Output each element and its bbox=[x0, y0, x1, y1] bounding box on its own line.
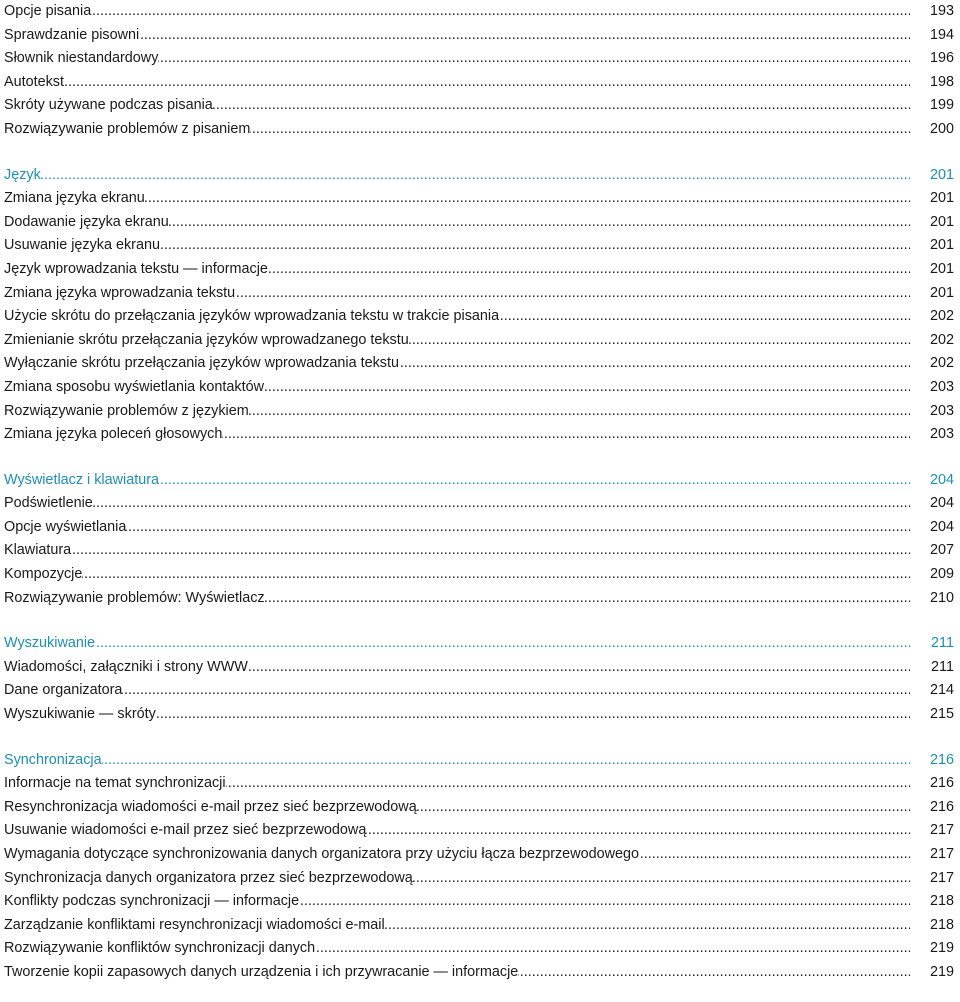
page-number: 216 bbox=[918, 796, 954, 820]
toc-entry-link[interactable] bbox=[4, 234, 954, 258]
toc-entry-title: Tworzenie kopii zapasowych danych urządzenia i ich przywracanie — informacje bbox=[4, 963, 519, 980]
page-number: 211 bbox=[918, 656, 954, 680]
page-number: 202 bbox=[918, 305, 954, 329]
toc-entry-link[interactable] bbox=[4, 703, 954, 727]
toc-entry-link[interactable] bbox=[4, 539, 954, 563]
page-number: 218 bbox=[918, 890, 954, 914]
page-number: 204 bbox=[918, 516, 954, 540]
toc-entry-link[interactable] bbox=[4, 819, 954, 843]
toc-entry-title: Kompozycje bbox=[4, 566, 83, 583]
dot-leader bbox=[4, 749, 910, 773]
toc-chapter-title: Wyszukiwanie bbox=[4, 635, 96, 652]
toc-entry-link[interactable] bbox=[4, 563, 954, 587]
toc-chapter-link[interactable] bbox=[4, 749, 954, 773]
toc-entry-title: Usuwanie wiadomości e-mail przez sieć bezprzewodową bbox=[4, 822, 367, 839]
toc-entry-link[interactable] bbox=[4, 587, 954, 611]
toc-chapter-title: Wyświetlacz i klawiatura bbox=[4, 471, 160, 488]
toc-entry-link[interactable] bbox=[4, 914, 954, 938]
toc-entry-link[interactable] bbox=[4, 47, 954, 71]
dot-leader bbox=[4, 539, 910, 563]
page-number: 203 bbox=[918, 423, 954, 447]
toc-entry-title: Resynchronizacja wiadomości e-mail przez sieć bezprzewodową bbox=[4, 798, 417, 815]
page-number: 196 bbox=[918, 47, 954, 71]
page-number: 217 bbox=[918, 867, 954, 891]
toc-entry-title: Rozwiązywanie problemów z językiem bbox=[4, 402, 249, 419]
page-number: 202 bbox=[918, 352, 954, 376]
toc-entry-title: Usuwanie języka ekranu bbox=[4, 237, 160, 254]
toc-entry-title: Podświetlenie bbox=[4, 495, 93, 512]
toc-entry-link[interactable] bbox=[4, 516, 954, 540]
toc-entry-link[interactable] bbox=[4, 94, 954, 118]
page-number: 217 bbox=[918, 843, 954, 867]
toc-chapter-link[interactable] bbox=[4, 469, 954, 493]
toc-entry-title: Rozwiązywanie problemów: Wyświetlacz bbox=[4, 589, 265, 606]
toc-entry-link[interactable] bbox=[4, 376, 954, 400]
page-number: 219 bbox=[918, 937, 954, 961]
toc-entry-link[interactable] bbox=[4, 211, 954, 235]
page-number: 219 bbox=[918, 961, 954, 985]
toc-entry-link[interactable] bbox=[4, 772, 954, 796]
toc-entry-link[interactable] bbox=[4, 423, 954, 447]
table-of-contents bbox=[4, 0, 954, 985]
toc-entry-link[interactable] bbox=[4, 71, 954, 95]
toc-entry-link[interactable] bbox=[4, 961, 954, 985]
toc-chapter-link[interactable] bbox=[4, 164, 954, 188]
dot-leader bbox=[4, 679, 910, 703]
dot-leader bbox=[4, 0, 910, 24]
dot-leader bbox=[4, 632, 910, 656]
toc-entry-title: Autotekst bbox=[4, 73, 64, 90]
toc-entry-title: Zmienianie skrótu przełączania języków wprowadzanego tekstu bbox=[4, 331, 409, 348]
toc-entry-title: Rozwiązywanie problemów z pisaniem bbox=[4, 120, 251, 137]
page-number: 201 bbox=[918, 211, 954, 235]
toc-entry-title: Konflikty podczas synchronizacji — informacje bbox=[4, 893, 300, 910]
page-number: 203 bbox=[918, 376, 954, 400]
toc-section bbox=[4, 164, 954, 447]
toc-entry-link[interactable] bbox=[4, 656, 954, 680]
page-number: 200 bbox=[918, 118, 954, 142]
toc-section bbox=[4, 632, 954, 726]
toc-entry-link[interactable] bbox=[4, 867, 954, 891]
toc-entry-link[interactable] bbox=[4, 796, 954, 820]
page-number: 201 bbox=[918, 258, 954, 282]
toc-entry-link[interactable] bbox=[4, 187, 954, 211]
dot-leader bbox=[4, 164, 910, 188]
page-number: 216 bbox=[918, 772, 954, 796]
toc-section bbox=[4, 469, 954, 611]
toc-entry-link[interactable] bbox=[4, 679, 954, 703]
toc-chapter-title: Synchronizacja bbox=[4, 751, 102, 768]
dot-leader bbox=[4, 516, 910, 540]
toc-entry-link[interactable] bbox=[4, 24, 954, 48]
toc-entry-title: Wiadomości, załączniki i strony WWW bbox=[4, 658, 248, 675]
toc-entry-title: Dane organizatora bbox=[4, 682, 123, 699]
toc-entry-title: Dodawanie języka ekranu bbox=[4, 213, 169, 230]
dot-leader bbox=[4, 563, 910, 587]
toc-section bbox=[4, 749, 954, 985]
toc-entry-link[interactable] bbox=[4, 118, 954, 142]
page-number: 211 bbox=[918, 632, 954, 656]
dot-leader bbox=[4, 492, 910, 516]
toc-entry-title: Zarządzanie konfliktami resynchronizacji wiadomości e-mail bbox=[4, 916, 385, 933]
toc-entry-title: Zmiana sposobu wyświetlania kontaktów bbox=[4, 378, 264, 395]
toc-entry-title: Opcje wyświetlania bbox=[4, 518, 127, 535]
page-number: 198 bbox=[918, 71, 954, 95]
page-number: 214 bbox=[918, 679, 954, 703]
toc-entry-title: Język wprowadzania tekstu — informacje bbox=[4, 260, 268, 277]
page-number: 218 bbox=[918, 914, 954, 938]
toc-entry-title: Opcje pisania bbox=[4, 3, 92, 19]
page-number: 193 bbox=[918, 0, 954, 24]
page-number: 215 bbox=[918, 703, 954, 727]
page-number: 209 bbox=[918, 563, 954, 587]
toc-entry-title: Synchronizacja danych organizatora przez sieć bezprzewodową bbox=[4, 869, 413, 886]
toc-entry-title: Rozwiązywanie konfliktów synchronizacji danych bbox=[4, 940, 316, 957]
toc-entry-title: Sprawdzanie pisowni bbox=[4, 26, 140, 43]
page-number: 201 bbox=[918, 234, 954, 258]
page-number: 194 bbox=[918, 24, 954, 48]
page-number: 199 bbox=[918, 94, 954, 118]
toc-entry-link[interactable] bbox=[4, 282, 954, 306]
page-number: 217 bbox=[918, 819, 954, 843]
toc-entry-link[interactable] bbox=[4, 937, 954, 961]
toc-entry-link[interactable] bbox=[4, 305, 954, 329]
toc-entry-link[interactable] bbox=[4, 400, 954, 424]
dot-leader bbox=[4, 71, 910, 95]
toc-chapter-link[interactable] bbox=[4, 632, 954, 656]
page-number: 202 bbox=[918, 329, 954, 353]
toc-entry-title: Skróty używane podczas pisania bbox=[4, 97, 213, 114]
toc-entry-link[interactable] bbox=[4, 258, 954, 282]
toc-entry-link[interactable] bbox=[4, 843, 954, 867]
toc-entry-title: Zmiana języka poleceń głosowych bbox=[4, 426, 223, 443]
page-number: 203 bbox=[918, 400, 954, 424]
page-number: 201 bbox=[918, 164, 954, 188]
toc-entry-link[interactable] bbox=[4, 890, 954, 914]
toc-entry-title: Informacje na temat synchronizacji bbox=[4, 775, 226, 792]
page-number: 210 bbox=[918, 587, 954, 611]
toc-chapter-title: Język bbox=[4, 166, 41, 183]
toc-section bbox=[4, 0, 954, 142]
toc-entry-link[interactable] bbox=[4, 352, 954, 376]
toc-entry-title: Klawiatura bbox=[4, 542, 72, 559]
page-number: 216 bbox=[918, 749, 954, 773]
dot-leader bbox=[4, 24, 910, 48]
page-number: 201 bbox=[918, 282, 954, 306]
toc-entry-link[interactable] bbox=[4, 329, 954, 353]
toc-entry-link[interactable] bbox=[4, 0, 954, 24]
toc-entry-title: Zmiana języka wprowadzania tekstu bbox=[4, 284, 236, 301]
toc-entry-link[interactable] bbox=[4, 492, 954, 516]
toc-entry-title: Wyszukiwanie — skróty bbox=[4, 706, 156, 723]
page-number: 207 bbox=[918, 539, 954, 563]
toc-entry-title: Użycie skrótu do przełączania języków wprowadzania tekstu w trakcie pisania bbox=[4, 308, 500, 325]
toc-entry-title: Słownik niestandardowy bbox=[4, 50, 159, 67]
page-number: 201 bbox=[918, 187, 954, 211]
page-number: 204 bbox=[918, 492, 954, 516]
page-number: 204 bbox=[918, 469, 954, 493]
toc-entry-title: Wymagania dotyczące synchronizowania danych organizatora przy użyciu łącza bezprzewodowego bbox=[4, 846, 639, 862]
toc-entry-title: Zmiana języka ekranu bbox=[4, 190, 145, 207]
toc-entry-title: Wyłączanie skrótu przełączania języków wprowadzania tekstu bbox=[4, 355, 399, 372]
